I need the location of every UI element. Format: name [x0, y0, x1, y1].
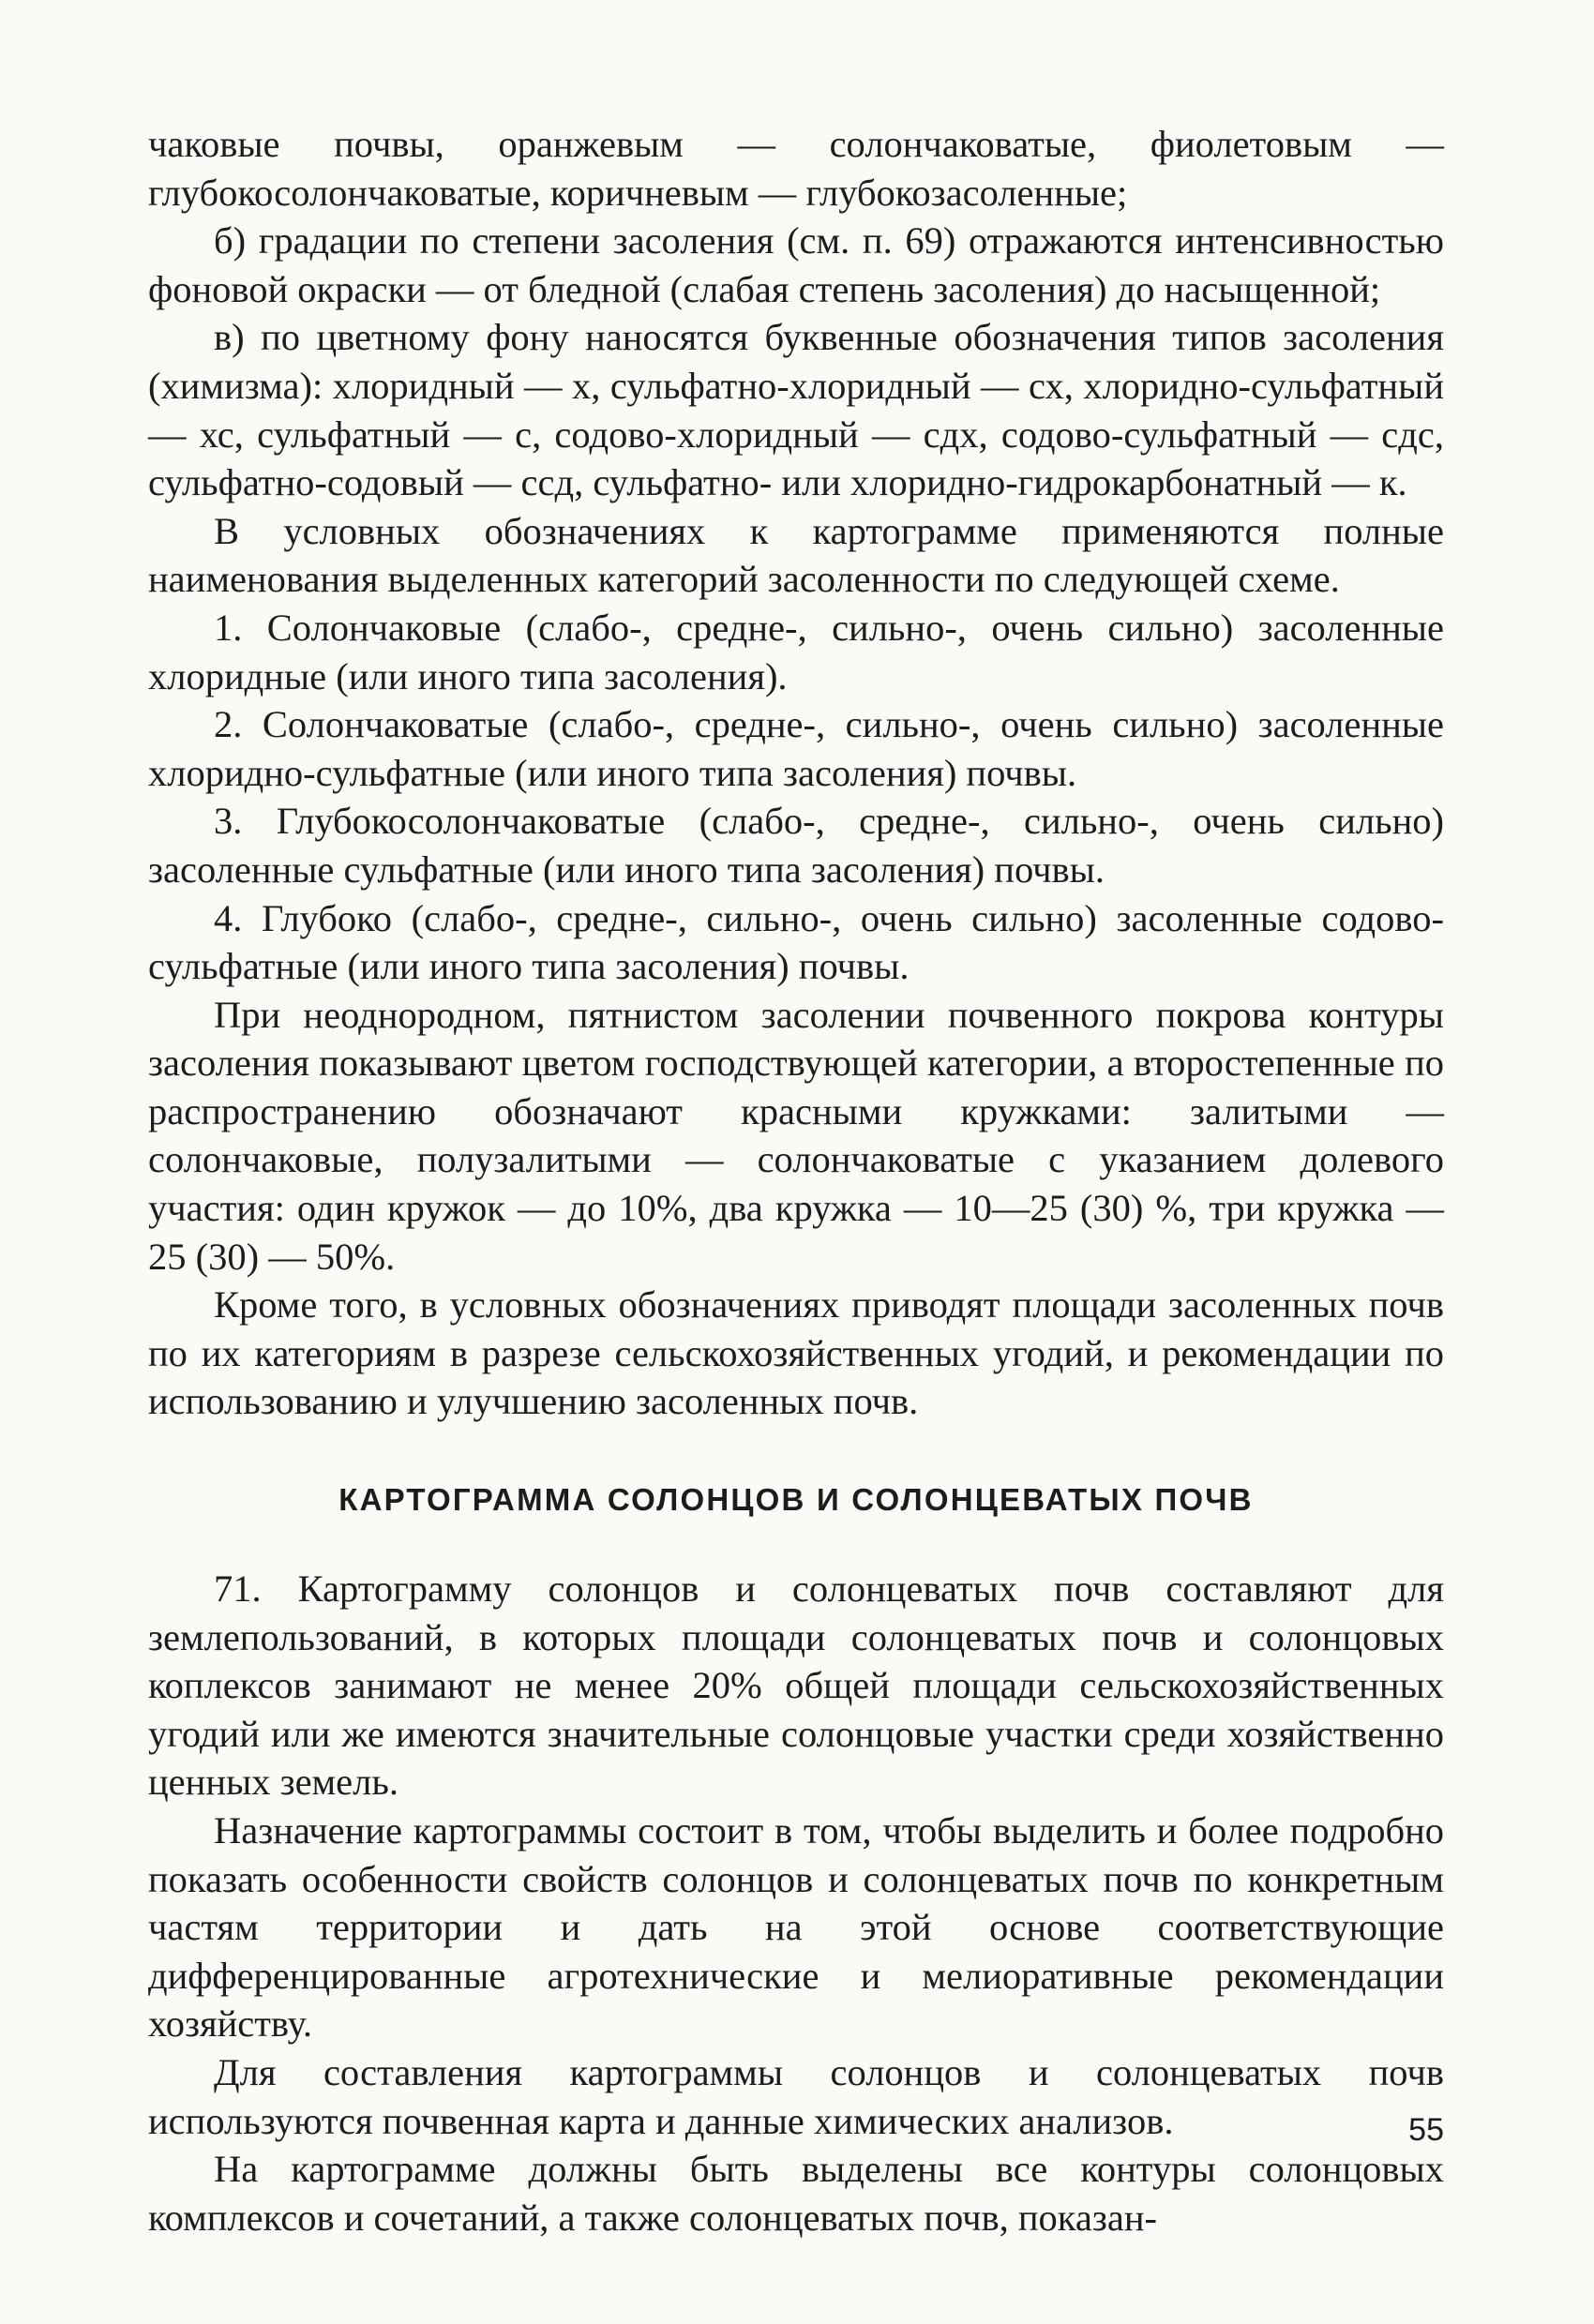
paragraph-list-2: 2. Солончаковатые (слабо-, средне-, сильно-, очень сильно) засоленные хлоридно-сульфатные (или иного типа засоления) почвы. [148, 703, 1444, 794]
paragraph-item-b: б) градации по степени засоления (см. п. 69) отражаются интенсивностью фоновой окраски — от бледной (слабая степень засоления) до насыщенной; [148, 219, 1444, 310]
section-heading: КАРТОГРАММА СОЛОНЦОВ И СОЛОНЦЕВАТЫХ ПОЧВ [338, 1482, 1254, 1518]
paragraph-71: 71. Картограмму солонцов и солонцеватых почв составляют для землепользований, в которых площади солонцеватых почв и солонцовых коплексов занимают не менее 20% общей площади сельскохозяйственных угодий или же имеются значительные солонцовые участки среди хозяйственно ценных земель. [148, 1567, 1444, 1804]
paragraph-list-4: 4. Глубоко (слабо-, средне-, сильно-, очень сильно) засоленные содово-сульфатные (или иного типа засоления) почвы. [148, 896, 1444, 988]
paragraph-continuation: чаковые почвы, оранжевым — солончаковатые, фиолетовым — глубокосолончаковатые, коричневым — глубокозасоленные; [148, 123, 1444, 214]
paragraph-list-1: 1. Солончаковые (слабо-, средне-, сильно-, очень сильно) засоленные хлоридные (или иного типа засоления). [148, 606, 1444, 697]
page-number: 55 [1408, 2112, 1444, 2148]
paragraph-list-3: 3. Глубокосолончаковатые (слабо-, средне-, сильно-, очень сильно) засоленные сульфатные (или иного типа засоления) почвы. [148, 800, 1444, 891]
paragraph-spotty-salinity: При неоднородном, пятнистом засолении почвенного покрова контуры засоления показывают цветом господствующей категории, а второстепенные по распространению обозначают красными кружками: залитыми — солончаковые, полузалитыми — солончаковатые с указанием долевого участия: один кружок — до 10%, два кружка — 10—25 (30) %, три кружка — 25 (30) — 50%. [148, 993, 1444, 1278]
paragraph-sources: Для составления картограммы солонцов и солонцеватых почв используются почвенная карта и данные химических анализов. [148, 2050, 1444, 2142]
body-text [148, 120, 1444, 2242]
paragraph-legend-intro: В условных обозначениях к картограмме применяются полные наименования выделенных категорий засоленности по следующей схеме. [148, 509, 1444, 601]
paragraph-contours: На картограмме должны быть выделены все контуры солонцовых комплексов и сочетаний, а также солонцеватых почв, показан- [148, 2148, 1444, 2239]
paragraph-purpose: Назначение картограммы состоит в том, чтобы выделить и более подробно показать особенности свойств солонцов и солонцеватых почв по конкретным частям территории и дать на этой основе соответствующие дифференцированные агротехнические и мелиоративные рекомендации хозяйству. [148, 1809, 1444, 2046]
paragraph-areas: Кроме того, в условных обозначениях приводят площади засоленных почв по их категориям в разрезе сельскохозяйственных угодий, и рекомендации по использованию и улучшению засоленных почв. [148, 1283, 1444, 1423]
paragraph-item-v: в) по цветному фону наносятся буквенные обозначения типов засоления (химизма): хлоридный — х, сульфатно-хлоридный — сх, хлоридно-сульфатный — хс, сульфатный — с, содово-хлоридный — сдх, содово-сульфатный — сдс, сульфатно-содовый — ссд, сульфатно- или хлоридно-гидрокарбонатный — к. [148, 316, 1444, 504]
